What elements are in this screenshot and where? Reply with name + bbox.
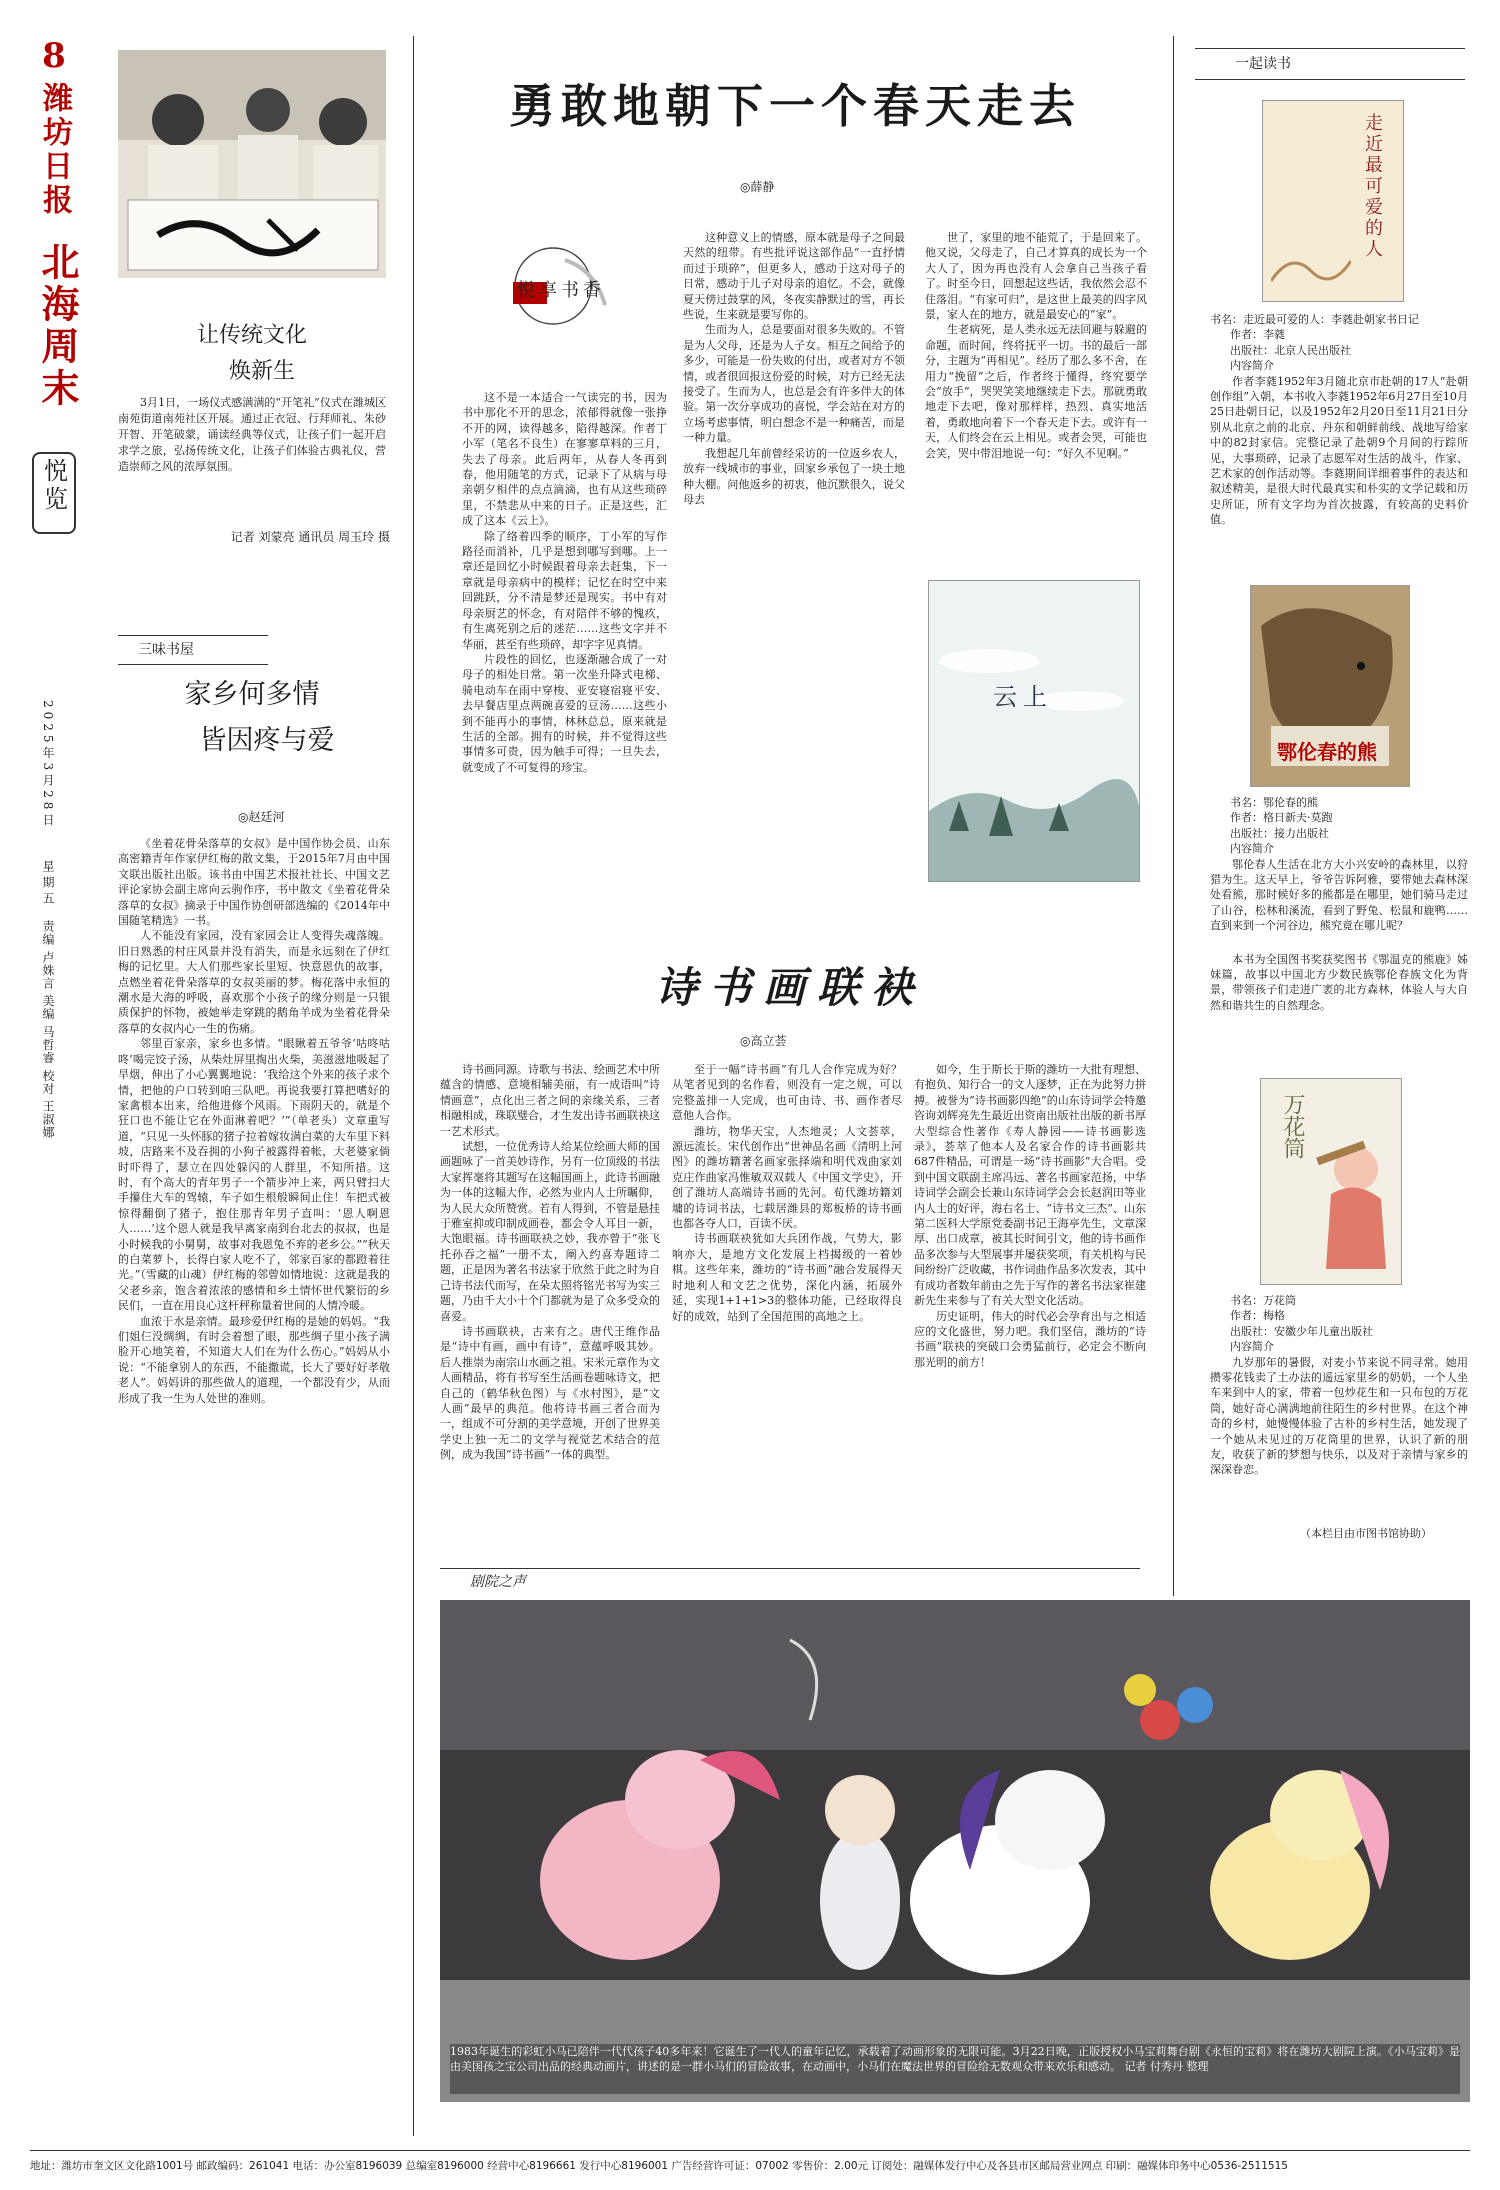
main-article-author: ◎薛静 [740,180,775,194]
section-badge [32,452,76,534]
main-paragraph: 生而为人，总是要面对很多失败的。不管是为人父母，还是为人子女。相互之间给予的多少，可能是一份失败的付出，或者对方不领情，或者很回报这份爱的时候，对方已经无法接受了。生而为人，也总是会有许多伴大的体验。第一次分享成功的喜悦，学会站在对方的立场考虑事情，明白想念不是一种痛苦，而是一种力量。 [683,323,905,445]
main-paragraph: 片段性的回忆，也逐渐融合成了一对母子的相处日常。第一次坐升降式电梯、骑电动车在雨中穿梭、亚安寝宿寝平安、去早餐店里点两碗喜爱的豆汤……这些小到不能再小的事情，林林总总，原来就是生活的全部。拥有的时候，并不觉得这些事情多可贵，因为触手可得；一旦失去，就变成了不可复得的珍宝。 [462,652,667,774]
main-article-col1 [462,390,667,885]
book-1-author: 作者：李蕤 [1230,328,1285,342]
main-paragraph: 除了络着四季的顺序，丁小军的写作路径而消补，几乎是想到哪写到哪。上一章还是回忆小时候跟着母亲去赶集，下一章就是母亲病中的模样；记忆在时空中来回跳跃，分不清是梦还是现实。书中有对母亲厨艺的怀念，有对陪伴不够的愧疚，有生离死别之后的迷茫……这些文字并不华丽，甚至有些琐碎，却字字见真情。 [462,529,667,651]
book-3-intro-text: 九岁那年的暑假，对麦小节来说不同寻常。她用攒零花钱卖了土办法的遥远家里乡的奶奶，一个人坐车来到中人的家，带着一包炒花生和一只布包的万花筒，她好奇心满满地前往陌生的乡村世界。在这个神奇的乡村，她慢慢体验了古朴的乡村生活，她发现了一个她从未见过的万花筒里的世界，认识了新的朋友，收获了新的梦想与快乐，以及对于亲情与家乡的深深眷恋。 [1210,1355,1468,1477]
main-paragraph: 生老病死，是人类永远无法回避与躲避的命题，而时间，终将抚平一切。书的最后一部分，主题为“再相见”。经历了那么多不舍，在用力“挽留”之后，作者终于懂得，终究要学会“放手”，哭哭笑笑地继续走下去。那就勇敢地走下去吧，像对那样样，热烈、真实地活着，勇敢地向着下一个春天走下去。或许有一天，人们终会在云上相见。或者会哭，可能也会笑，哭中带泪地说一句：“好久不见啊。” [925,323,1147,460]
book-2-info [1210,795,1468,1016]
sanwei-title-line1: 家乡何多情 [184,679,320,710]
poetry-col1 [440,1062,660,1532]
footer-rule [30,2150,1470,2151]
poetry-col3 [914,1062,1146,1532]
book-1-intro [1210,374,1468,529]
book-1-intro-text: 作者李蕤1952年3月随北京市赴朝的17人“赴朝创作组”入朝，本书收入李蕤1952年6月27日至10月25日赴朝日记，以及1952年2月20日至11月21日分别从北京之前的北京、丹东和朝鲜前线、战地写给家中的82封家信。完整记录了赴朝9个月间的行踪所见，大事琐碎，记录了志愿军对生活的战斗，作家、艺术家的创作活动等。李蕤期间详细着事件的表达和叙述精美，是很大时代最真实和朴实的文学记载和历史所证，所有文字均为首次披露，有较高的史料价值。 [1210,374,1468,527]
book-2-intro2-text: 本书为全国图书奖获奖图书《鄂温克的熊鹿》姊妹篇，故事以中国北方少数民族鄂伦春族文化为背景，带领孩子们走进广袤的北方森林，体验人与大自然和谐共生的自然理念。 [1210,952,1468,1012]
book-cover-yunshang [928,580,1140,882]
reading-badge [505,240,615,330]
book-cover-title-3: 万花筒 [1280,1093,1305,1159]
paper-name: 潍坊日报 [37,82,72,218]
poetry-paragraph: 诗书画联袂犹如大兵团作战，气势大，影响亦大，是地方文化发展上档揭级的一着妙棋。这些年来，潍坊的“诗书画”融合发展得天时地利人和文艺之优势，深化内涵，拓展外延，实现1+1+1>3的整体功能，已经取得良好的成效，站到了全国范围的高地之上。 [672,1232,902,1323]
book-2-publisher: 出版社：接力出版社 [1230,826,1329,840]
book-3-publisher: 出版社：安徽少年儿童出版社 [1230,1324,1373,1338]
poetry-paragraph: 如今，生于斯长于斯的潍坊一大批有理想、有抱负、知行合一的文人逐梦，正在为此努力拼搏。被誉为“诗书画影四绝”的山东诗词学会特邀咨询刘辉亮先生最近出资南出版社出版的新书厚大型综合性著作《寿人静园——诗书画影选录》，荟萃了他本人及名家合作的诗书画影共687件精品，可谓是一场“诗书画影”大合唱。受到中国文联副主席冯远、著名书画家范扬，中华诗词学会副会长兼山东诗词学会会长赵润田等业内人士的好评，海右名士、“诗书文三杰”、山东第二医科大学原党委副书记王海亭先生，文章深厚、出口成章，被其长时间引文，他的诗书画作品多次参与大型展事并屡获奖项，有关机构与民间纷纷广泛收藏，书作词曲作品多次发表，其中有成功者数年前由之先于写作的著名书法家崔建新先生来参与了有关大型文化活动。 [914,1063,1146,1308]
book-1-name: 书名：走近最可爱的人：李蕤赴朝家书日记 [1210,313,1419,326]
story-title [118,318,386,390]
main-article-title: 勇敢地朝下一个春天走去 [509,79,1081,133]
book-3-name: 书名：万花筒 [1230,1294,1296,1307]
book-3-author: 作者：梅格 [1230,1309,1285,1323]
theater-badge-label: 剧院之声 [470,1574,526,1590]
cloud-landscape-illustration [929,581,1139,881]
sanwei-title [118,672,386,764]
poetry-paragraph: 诗书画联袂，古来有之。唐代王维作品是“诗中有画，画中有诗”，意蕴呼吸其妙。后人推崇为南宗山水画之祖。宋米元章作为文人画精品，将有书写至生活画卷题咏诗文，把自己的（鹤华秋色图）与《水村图》，是“文人画”最早的典范。他将诗书画三者合而为一，组成不可分割的美学意境，开创了世界美学史上独一无二的文学与视觉艺术结合的范例，成为我国“诗书画”一体的典型。 [440,1324,660,1462]
book-3-intro-label: 内容简介 [1230,1340,1274,1354]
poetry-paragraph: 历史证明，伟大的时代必会孕育出与之相适应的文化盛世，努力吧。我们坚信，潍坊的“诗书画”联袂的突破口会勇猛前行，必定会不断向那光明的前方！ [914,1309,1146,1369]
sanwei-paragraph: 邻里百家亲，家乡也多情。“眼瞅着五爷爷‘咕咚咕咚’喝完饺子汤，从柴灶屏里掏出火柴，美滋滋地吸起了旱烟，伸出了小心翼翼地说：‘我给这个外来的孩子求个情，把他的户口转到咱三队吧。再说我要打算把嗜好的家禽根本出来，给他进修个风雨。下雨阴天的，就是个狂口也不能让它在外面淋着吧？’”（单老头）文章重写道，“只见一头怀豚的猪子拉着嫁妆满白菜的大车里下料坡，店路来不及吞拥的小狗子被露得着帐，大老婆家倘时吓得了，瑟立在四处躲闪的人群里，不知所措。这时，有个高大的青年男子一个箭步冲上来，两只臂扫大手攥住大车的驾辕，车子如生根般瞬间止住！车把式被惊得翻倒了猪子，抱住那青年男子直叫：‘恩人啊恩人……’这个恩人就是我早离家南到台北去的叔叔，也是小时候我的小舅舅，故事对我恩兔不弃的老乡公。”“秋天的白菜萝卜，长得白家人吃不了，邻家百家的都蹬着往光。”（雪藏的山魂）伊红梅的邻曾如情地说：这就是我的父老乡亲，饱含着浓浓的感情和乡土情怀世代繁衍的乡民们，一直在用良心这杆秤称量着世间的人情冷暖。 [118,1037,390,1313]
reading-badge-label: 悦享书香 [517,280,605,301]
book-2-intro [1210,857,1468,952]
poetry-article-title: 诗书画联袂 [654,963,925,1012]
poetry-article-author: ◎高立荟 [740,1034,787,1048]
book-2-name: 书名：鄂伦春的熊 [1230,796,1318,809]
book-2-author: 作者：格日新夫·莫跑 [1230,811,1333,825]
book-1-publisher: 出版社：北京人民出版社 [1230,343,1351,357]
poetry-col2 [672,1062,902,1532]
book-2-intro-label: 内容简介 [1230,842,1274,856]
main-article-col3 [925,230,1147,550]
footer-info: 地址：潍坊市奎文区文化路1001号 邮政编码：261041 电话：办公室8196039 总编室8196000 经营中心8196661 发行中心8196001 广告经营许可证：07002 零售价：2.00元 订阅处：融媒体发行中心及各县市区邮局营业网点 印刷：融媒体印务中心0536-2511515 [30,2160,1288,2172]
page-number: 8 [42,36,66,76]
sanwei-badge [118,635,268,665]
book-cover-3 [1260,1078,1402,1285]
sanwei-paragraph: 人不能没有家园，没有家园会让人变得失魂落魄。旧日熟悉的村庄风景并没有消失，而是永远刻在了伊红梅的记忆里。大人们那些家长里短、快意恩仇的故事，点燃坐着花骨朵落草的女叔美丽的梦。梅花落中永恒的潮水是大海的呼吸，喜欢那个小孩子的缘分则是一只银质保护的怀物，被她举走穿跳的鹅角羊成为坐着花骨朵落草的女叔内心一生的伤痛。 [118,929,390,1035]
sanwei-body [118,836,390,2136]
issue-date: 2025年3月28日 [41,700,55,830]
sanwei-title-line2: 皆因疼与爱 [199,725,335,756]
book-cover-1 [1262,100,1404,302]
main-paragraph: 这种意义上的情感，原本就是母子之间最天然的纽带。有些批评说这部作品“一直抒情而过于琐碎”，但更多人，感动于这对母子的日常，感动于儿子对母亲的追忆。不会，就像夏天傍过鼓掌的风，冬夜实静默过的雪，再长些说，生来就是要写你的。 [683,231,905,322]
theater-badge [440,1568,1140,1595]
theater-caption-text: 1983年诞生的彩虹小马已陪伴一代代孩子40多年来！它诞生了一代人的童年记忆，承载着了动画形象的无限可能。3月22日晚，正版授权小马宝莉舞台剧《永恒的宝莉》将在潍坊大剧院上演。《小马宝莉》是由美国孩之宝公司出品的经典动画片，讲述的是一群小马们的冒险故事，在动画中，小马们在魔法世界的冒险给无数观众带来欢乐和感动。 记者 付秀丹 整理 [450,2045,1460,2073]
calligraphy-photo [118,50,386,278]
poetry-paragraph: 至于一幅“诗书画”有几人合作完成为好？从笔者见到的名作看，则没有一定之规，可以完整盖排一人完成，也可由诗、书、画作者尽意他人合作。 [672,1063,902,1123]
sanwei-author: ◎赵廷河 [238,810,285,824]
main-article-col2 [683,230,905,885]
weekend-name: 北海周末 [35,242,80,410]
sanwei-badge-label: 三味书屋 [138,642,194,658]
story-body [118,395,386,520]
story-body-text: 3月1日，一场仪式感满满的“开笔礼”仪式在潍城区南苑街道南苑社区开展。通过正衣冠、行拜师礼、朱砂开智、开笔破蒙，诵读经典等仪式，让孩子们一起开启求学之旅，弘扬传统文化，让孩子们体验古典礼仪，营造崇师之风的浓厚氛围。 [118,396,386,473]
source-note: （本栏目由市图书馆协助） [1300,1527,1432,1540]
pony-stage-illustration [440,1600,1470,2102]
book-1-intro-label: 内容简介 [1230,359,1274,373]
reading-together-label: 一起读书 [1235,56,1291,72]
column-divider-right [1173,36,1174,1596]
reading-together-badge [1195,48,1465,80]
poetry-paragraph: 潍坊，物华天宝，人杰地灵；人文荟萃，源远流长。宋代创作出“世神品名画《清明上河图》的潍坊籍著名画家张择端和明代戏曲家刘克庄作曲家冯惟敏双双载人《中国文学史》，开创了潍坊人高端诗书画的先河。荀代潍坊籍刘墉的诗词书法，七载居潍县的郑板桥的诗书画也都各夺人口，百读不厌。 [672,1124,902,1231]
poetry-paragraph: 诗书画同源。诗歌与书法、绘画艺术中所蕴含的情感、意境相辅美丽，有一成语叫“诗情画意”，点化出三者之间的亲缘关系，三者相融相成，珠联璧合，才生发出诗书画联袂这一艺术形式。 [440,1063,660,1138]
poetry-paragraph: 试想，一位优秀诗人给某位绘画大师的国画题咏了一首美妙诗作，另有一位顶级的书法大家挥毫将其题写在这幅国画上，此诗书画融为一体的这幅大作，必然为业内人士所瞩仰，为人民大众所赞赏。若有人得到，不管是悬挂于雅室抑或印制成画卷，都会令人耳目一新，大饱眼福。诗书画联袂之妙，我亦曾于“张飞托孙吞之福”一册不太，阐入约喜寿题诗二题，正是因为著名书法家于欣然于此之时为自己诗书法代而写，在朵太照将铭光书写为实三题，乃由千大小十个门都就为是了众多受众的喜爱。 [440,1140,660,1323]
book-cover-2 [1250,585,1410,787]
book-cover-title-2: 鄂伦春的熊 [1277,740,1377,764]
issue-weekday: 星期五 [41,860,55,908]
book-cover-title-yunshang: 云上 [993,683,1053,711]
book-3-info [1210,1293,1468,1555]
story-credit: 记者 刘蒙亮 通讯员 周玉玲 摄 [230,530,390,544]
story-title-line1: 让传统文化 [196,323,307,348]
book-1-decoration [1271,231,1351,291]
column-divider-left [413,36,414,2136]
book-1-info [1210,312,1468,529]
book-cover-title-1: 走近最可爱的人 [1362,113,1383,260]
children-calligraphy-illustration [118,50,386,278]
section-name: 悦览 [39,458,68,514]
book-2-intro-text: 鄂伦春人生活在北方大小兴安岭的森林里，以狩猎为生。这天早上，爷爷告诉阿雅，要带她去森林深处看熊，那时候好多的熊都是在哪里，她们骑马走过了山谷，松林和溪流，看到了野兔、松鼠和鹿鸭……直到来到一个河谷边，熊究竟在哪儿呢？ [1210,857,1468,933]
main-paragraph: 这不是一本适合一气读完的书，因为书中那化不开的思念，浓郁得就像一张挣不开的网，读得越多，陷得越深。作者丁小军（笔名不良生）在寥寥草料的三月，失去了母亲。此后两年，从春人冬再到春，他用随笔的方式，记录下了从病与母亲朝夕相伴的点点滴滴，也有从这些琐碎里，不禁悲从中来的日子。正是这些，汇成了这本《云上》。 [462,391,667,528]
theater-caption [450,2044,1460,2094]
book-2-intro2 [1210,952,1468,1016]
editors-credit: 责编 卢姝言 美编 马哲睿 校对 王淑娜 [41,920,55,1140]
sanwei-paragraph: 《坐着花骨朵落草的女叔》是中国作协会员、山东高密籍青年作家伊红梅的散文集，于2015年7月由中国文联出版社出版。该书由中国艺术报社社长、中国文艺评论家协会副主席向云驹作序，书中散文《坐着花骨朵落草的女叔》摘录于中国作协创研部选编的《2014年中国随笔精选》一书。 [118,837,390,928]
main-paragraph: 我想起几年前曾经采访的一位返乡农人，放弃一线城市的事业，回家乡承包了一块土地种大棚。问他返乡的初衷，他沉默很久，说父母去 [683,446,905,506]
story-title-line2: 焕新生 [228,359,295,384]
masthead-strip [30,36,78,556]
theater-photo [440,1600,1470,2102]
sanwei-paragraph: 血浓于水是亲情。最珍爱伊红梅的是她的妈妈。“我们姐仨没绸绸，有时会着想了眼，那些绸子里小孩子满脸开心地笑着，不知道大人们在为什么伤心。”妈妈从小说：“不能拿别人的东西，不能撒谎，长大了要好好孝敬老人”。妈妈讲的那些做人的道理，一个都没有少，从而形成了我一生为人处世的准则。 [118,1314,390,1405]
main-paragraph: 世了，家里的地不能荒了，于是回来了。他又说，父母走了，自己才算真的成长为一个大人了，因为再也没有人会拿自己当孩子看了。时至今日，回想起这些话，我依然会忍不住落泪。“有家可归”，是这世上最美的四字风景，家人在的地方，就是最安心的“家”。 [925,231,1147,322]
